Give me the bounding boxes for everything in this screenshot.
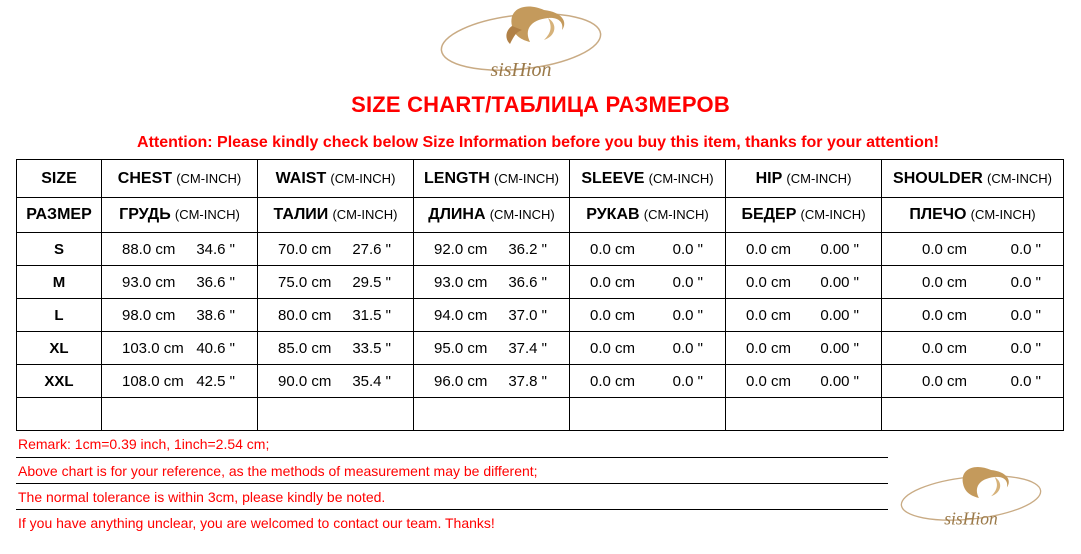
inch-value: 37.0 " [508,306,547,324]
header-label: LENGTH [424,169,490,187]
measurement-cell [570,365,726,398]
header-cell [102,160,258,198]
brand-logo [426,0,616,90]
header-unit: (CM-INCH) [489,207,555,222]
header-label: SLEEVE [581,169,645,187]
remark-line: The normal tolerance is within 3cm, please kindly be noted. [16,483,888,510]
brand-text: sisHion [490,59,552,81]
cm-value: 98.0 cm [122,306,176,324]
inch-value: 36.6 " [196,273,235,291]
header-unit: (CM-INCH) [493,170,559,186]
table-row [17,365,1064,398]
measurement-cell [726,266,882,299]
measurement-cell [570,233,726,266]
inch-value: 0.0 " [1010,339,1041,357]
cm-value: 93.0 cm [434,273,488,291]
inch-value: 37.8 " [508,372,547,390]
measurement-cell [882,299,1064,332]
measurement-cell [882,266,1064,299]
cm-value: 75.0 cm [278,273,332,291]
measurement-cell [414,299,570,332]
header-unit: (CM-INCH) [330,170,396,186]
size-label: L [17,299,102,332]
header-unit: (CM-INCH) [786,170,852,186]
brand-text: sisHion [944,508,998,529]
header-label: SIZE [41,169,77,187]
measurement-cell [102,233,258,266]
measurement-cell [882,365,1064,398]
header-cell [258,160,414,198]
cm-value: 0.0 cm [746,306,792,324]
page-title: SIZE CHART/ТАБЛИЦА РАЗМЕРОВ [351,92,730,117]
inch-value: 38.6 " [196,306,235,324]
header-cell [414,198,570,233]
cm-value: 92.0 cm [434,240,488,258]
cm-value: 94.0 cm [434,306,488,324]
header-cell [17,198,102,233]
measurement-cell [882,332,1064,365]
hair-logo-icon [426,0,616,90]
header-row-russian [17,198,1064,233]
inch-value: 0.0 " [672,306,703,324]
header-label: РУКАВ [586,206,640,223]
inch-value: 33.5 " [352,339,391,357]
inch-value: 0.0 " [672,339,703,357]
inch-value: 0.00 " [820,240,859,258]
measurement-cell [726,233,882,266]
cm-value: 0.0 cm [746,339,792,357]
empty-row [17,398,1064,431]
header-cell [882,198,1064,233]
inch-value: 35.4 " [352,372,391,390]
inch-value: 0.00 " [820,306,859,324]
cm-value: 0.0 cm [746,372,792,390]
cm-value: 0.0 cm [922,240,968,258]
measurement-cell [570,299,726,332]
cm-value: 80.0 cm [278,306,332,324]
header-label: РАЗМЕР [26,206,92,223]
measurement-cell [258,365,414,398]
header-unit: (CM-INCH) [176,170,242,186]
size-label: XXL [17,365,102,398]
header-cell [570,198,726,233]
header-label: БЕДЕР [741,206,797,223]
measurement-cell [726,332,882,365]
measurement-cell [414,365,570,398]
measurement-cell [102,365,258,398]
cm-value: 0.0 cm [922,306,968,324]
cm-value: 0.0 cm [746,273,792,291]
cm-value: 0.0 cm [590,339,636,357]
inch-value: 34.6 " [196,240,235,258]
size-label: M [17,266,102,299]
header-cell [882,160,1064,198]
measurement-cell [882,233,1064,266]
cm-value: 0.0 cm [922,372,968,390]
header-label: ПЛЕЧО [909,206,967,223]
remark-line: If you have anything unclear, you are welcomed to contact our team. Thanks! [16,509,888,536]
size-chart-table [16,159,1064,431]
inch-value: 31.5 " [352,306,391,324]
header-unit: (CM-INCH) [174,207,240,222]
header-unit: (CM-INCH) [648,170,714,186]
header-label: HIP [755,169,783,187]
inch-value: 29.5 " [352,273,391,291]
cm-value: 0.0 cm [590,273,636,291]
cm-value: 70.0 cm [278,240,332,258]
cm-value: 0.0 cm [922,339,968,357]
inch-value: 0.00 " [820,372,859,390]
attention-notice: Attention: Please kindly check below Size Information before you buy this item, thanks for your attention! [137,134,939,151]
table-row [17,266,1064,299]
cm-value: 95.0 cm [434,339,488,357]
cm-value: 88.0 cm [122,240,176,258]
measurement-cell [258,233,414,266]
header-unit: (CM-INCH) [970,207,1036,222]
header-unit: (CM-INCH) [986,170,1052,186]
inch-value: 0.00 " [820,339,859,357]
inch-value: 36.6 " [508,273,547,291]
inch-value: 37.4 " [508,339,547,357]
brand-logo-footer [886,463,1056,533]
measurement-cell [258,266,414,299]
inch-value: 0.00 " [820,273,859,291]
table-row [17,299,1064,332]
cm-value: 85.0 cm [278,339,332,357]
cm-value: 0.0 cm [590,306,636,324]
header-label: WAIST [275,169,327,187]
header-unit: (CM-INCH) [332,207,398,222]
measurement-cell [726,299,882,332]
header-label: SHOULDER [893,169,983,187]
header-label: ГРУДЬ [119,206,171,223]
measurement-cell [414,266,570,299]
header-cell [570,160,726,198]
size-label: S [17,233,102,266]
cm-value: 0.0 cm [590,372,636,390]
measurement-cell [102,332,258,365]
header-cell [102,198,258,233]
header-row-english [17,160,1064,198]
header-cell [726,198,882,233]
cm-value: 90.0 cm [278,372,332,390]
inch-value: 0.0 " [1010,372,1041,390]
measurement-cell [570,266,726,299]
measurement-cell [726,365,882,398]
cm-value: 0.0 cm [590,240,636,258]
header-label: CHEST [117,169,173,187]
header-cell [414,160,570,198]
remark-line: Above chart is for your reference, as the methods of measurement may be different; [16,457,888,484]
inch-value: 0.0 " [1010,273,1041,291]
header-unit: (CM-INCH) [800,207,866,222]
inch-value: 0.0 " [672,240,703,258]
size-label: XL [17,332,102,365]
cm-value: 0.0 cm [922,273,968,291]
header-unit: (CM-INCH) [643,207,709,222]
table-row [17,332,1064,365]
inch-value: 27.6 " [352,240,391,258]
inch-value: 36.2 " [508,240,547,258]
measurement-cell [414,233,570,266]
header-label: ТАЛИИ [273,206,329,223]
inch-value: 40.6 " [196,339,235,357]
inch-value: 42.5 " [196,372,235,390]
header-label: ДЛИНА [428,206,486,223]
measurement-cell [258,299,414,332]
header-cell [17,160,102,198]
inch-value: 0.0 " [672,372,703,390]
measurement-cell [258,332,414,365]
measurement-cell [570,332,726,365]
inch-value: 0.0 " [672,273,703,291]
header-cell [726,160,882,198]
cm-value: 96.0 cm [434,372,488,390]
measurement-cell [102,266,258,299]
hair-logo-icon [886,463,1056,533]
measurement-cell [102,299,258,332]
remark-line: Remark: 1cm=0.39 inch, 1inch=2.54 cm; [18,436,270,452]
inch-value: 0.0 " [1010,240,1041,258]
cm-value: 93.0 cm [122,273,176,291]
cm-value: 0.0 cm [746,240,792,258]
inch-value: 0.0 " [1010,306,1041,324]
header-cell [258,198,414,233]
cm-value: 108.0 cm [122,372,184,390]
measurement-cell [414,332,570,365]
table-row [17,233,1064,266]
cm-value: 103.0 cm [122,339,184,357]
